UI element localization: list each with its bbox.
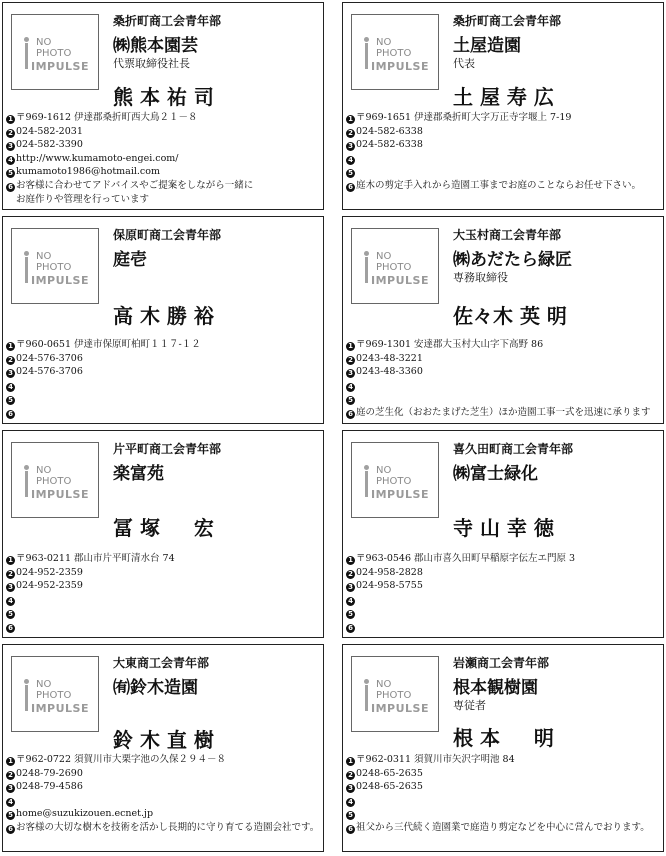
number-badge: 1 (346, 342, 355, 351)
contact-line (346, 165, 641, 179)
number-badge: 3 (346, 784, 355, 793)
person-name: 寺 山 幸 徳 (453, 516, 554, 540)
number-badge: 1 (6, 342, 15, 351)
contact-text: 0248-79-4586 (16, 781, 83, 793)
job-title: 専務取締役 (453, 271, 508, 284)
impulse-logo: IMPULSE (371, 702, 429, 715)
contact-text: 0243-48-3360 (356, 366, 423, 378)
number-badge: 4 (6, 156, 15, 165)
job-title: 代表 (453, 57, 475, 70)
number-badge: 1 (346, 115, 355, 124)
number-badge: 6 (346, 825, 355, 834)
association-name: 喜久田町商工会青年部 (453, 442, 574, 456)
logo-bar (25, 685, 28, 711)
impulse-logo: IMPULSE (31, 702, 89, 715)
logo-bar (365, 471, 368, 497)
contact-line (6, 579, 175, 593)
person-name: 佐々木 英 明 (453, 304, 567, 328)
number-badge: 2 (6, 570, 15, 579)
contact-line (346, 566, 575, 580)
person-name: 土 屋 寿 広 (453, 85, 554, 109)
business-card (2, 644, 324, 852)
logo-bar (365, 685, 368, 711)
number-badge: 4 (346, 383, 355, 392)
contact-text: 0248-65-2635 (356, 767, 423, 779)
association-name: 桑折町商工会青年部 (453, 14, 562, 28)
number-badge: 4 (346, 798, 355, 807)
contact-line (6, 111, 253, 125)
number-badge: 4 (346, 156, 355, 165)
contact-line (346, 552, 575, 566)
no-photo-placeholder (11, 228, 99, 304)
number-badge: 1 (346, 757, 355, 766)
contact-text: kumamoto1986@hotmail.com (16, 166, 160, 178)
company-name: 土屋造園 (453, 36, 521, 56)
contact-line (346, 138, 641, 152)
number-badge: 5 (6, 169, 15, 178)
description-continuation: お庭作りや管理を行っています (16, 193, 150, 205)
contact-lines (6, 111, 253, 206)
logo-dot (24, 251, 29, 256)
photo-label: PHOTO (376, 690, 412, 701)
impulse-logo: IMPULSE (371, 60, 429, 73)
contact-line (346, 593, 575, 607)
contact-text: 〒962-0311 須賀川市矢沢字明池 84 (356, 754, 515, 765)
contact-text: 024-582-6338 (356, 139, 423, 151)
number-badge: 5 (346, 396, 355, 405)
contact-line (6, 593, 175, 607)
number-badge: 1 (6, 115, 15, 124)
logo-bar (25, 43, 28, 69)
contact-line (346, 620, 575, 634)
logo-dot (364, 251, 369, 256)
impulse-logo: IMPULSE (371, 274, 429, 287)
logo-bar (365, 257, 368, 283)
photo-no-label: NO (36, 251, 52, 262)
person-name: 熊 本 祐 司 (113, 85, 214, 109)
number-badge: 1 (346, 556, 355, 565)
logo-dot (364, 465, 369, 470)
contact-text: 〒960-0651 伊達市保原町柏町１１７-１２ (16, 339, 201, 350)
contact-line (346, 179, 641, 193)
contact-line (346, 338, 651, 352)
contact-line (346, 365, 651, 379)
photo-no-label: NO (376, 251, 392, 262)
association-name: 岩瀬商工会青年部 (453, 656, 550, 670)
contact-lines (346, 111, 641, 193)
contact-line (6, 794, 319, 808)
contact-text: http://www.kumamoto-engei.com/ (16, 152, 179, 164)
contact-text: 〒963-0546 郡山市喜久田町早稲原字伝左エ門原 3 (356, 553, 576, 564)
business-card (2, 430, 324, 638)
contact-text: お客様に合わせてアドバイスやご提案をしながら一緒に (16, 179, 254, 191)
contact-lines (6, 338, 201, 420)
contact-text: 0243-48-3221 (356, 352, 423, 364)
logo-dot (24, 465, 29, 470)
business-card (342, 430, 664, 638)
contact-lines (6, 753, 319, 835)
number-badge: 4 (6, 597, 15, 606)
company-name: 庭壱 (113, 250, 147, 270)
photo-label: PHOTO (376, 48, 412, 59)
contact-line (6, 392, 201, 406)
photo-label: PHOTO (36, 262, 72, 273)
logo-bar (25, 257, 28, 283)
no-photo-placeholder (351, 14, 439, 90)
contact-text: 024-582-6338 (356, 125, 423, 137)
contact-text: 024-582-3390 (16, 139, 83, 151)
contact-line (6, 379, 201, 393)
business-card (2, 216, 324, 424)
contact-text: 024-952-2359 (16, 580, 83, 592)
number-badge: 5 (6, 610, 15, 619)
logo-dot (364, 37, 369, 42)
contact-line (6, 406, 201, 420)
contact-line (6, 620, 175, 634)
contact-text: 024-576-3706 (16, 366, 83, 378)
number-badge: 3 (346, 142, 355, 151)
contact-line (6, 767, 319, 781)
contact-line (6, 780, 319, 794)
contact-line (346, 780, 650, 794)
association-name: 片平町商工会青年部 (113, 442, 222, 456)
photo-no-label: NO (36, 37, 52, 48)
business-card (342, 2, 664, 210)
number-badge: 6 (6, 825, 15, 834)
company-name: ㈱熊本園芸 (113, 36, 198, 56)
photo-no-label: NO (376, 679, 392, 690)
photo-label: PHOTO (36, 476, 72, 487)
association-name: 大玉村商工会青年部 (453, 228, 562, 242)
number-badge: 5 (6, 396, 15, 405)
contact-line (346, 152, 641, 166)
number-badge: 4 (346, 597, 355, 606)
business-card (2, 2, 324, 210)
number-badge: 1 (6, 757, 15, 766)
person-name: 冨 塚 宏 (113, 516, 214, 540)
number-badge: 4 (6, 383, 15, 392)
contact-text: home@suzukizouen.ecnet.jp (16, 808, 154, 820)
no-photo-placeholder (11, 442, 99, 518)
contact-line (346, 406, 651, 420)
impulse-logo: IMPULSE (31, 274, 89, 287)
number-badge: 1 (6, 556, 15, 565)
photo-no-label: NO (376, 465, 392, 476)
number-badge: 5 (346, 811, 355, 820)
logo-bar (25, 471, 28, 497)
contact-text: 祖父から三代続く造園業で庭造り剪定などを中心に営んでおります。 (356, 821, 650, 833)
no-photo-placeholder (351, 442, 439, 518)
no-photo-placeholder (11, 656, 99, 732)
contact-line (6, 165, 253, 179)
contact-lines (346, 552, 575, 634)
number-badge: 6 (6, 183, 15, 192)
person-name: 高 木 勝 裕 (113, 304, 214, 328)
contact-text: お客様の大切な樹木を技術を活かし長期的に守り育てる造園会社です。 (16, 821, 320, 833)
number-badge: 3 (6, 784, 15, 793)
contact-line (346, 379, 651, 393)
contact-line (6, 753, 319, 767)
person-name: 鈴 木 直 樹 (113, 728, 214, 752)
contact-text: 〒969-1612 伊達郡桑折町西大鳥２１－８ (16, 112, 198, 123)
number-badge: 3 (6, 142, 15, 151)
contact-line (346, 794, 650, 808)
person-name: 根 本 明 (453, 726, 554, 750)
photo-no-label: NO (36, 679, 52, 690)
number-badge: 6 (346, 410, 355, 419)
number-badge: 3 (6, 369, 15, 378)
number-badge: 5 (6, 811, 15, 820)
contact-line (346, 125, 641, 139)
contact-line (6, 352, 201, 366)
photo-no-label: NO (36, 465, 52, 476)
contact-text: 庭木の剪定手入れから造園工事までお庭のことならお任せ下さい。 (356, 179, 642, 191)
company-name: ㈱富士緑化 (453, 464, 538, 484)
contact-text: 庭の芝生化（おおたまげた芝生）ほか造園工事一式を迅速に承ります (356, 406, 651, 418)
no-photo-placeholder (351, 656, 439, 732)
number-badge: 6 (346, 183, 355, 192)
contact-line (6, 552, 175, 566)
business-card (342, 644, 664, 852)
number-badge: 2 (346, 771, 355, 780)
contact-line (6, 138, 253, 152)
impulse-logo: IMPULSE (31, 60, 89, 73)
contact-line (346, 753, 650, 767)
contact-line (6, 566, 175, 580)
number-badge: 6 (346, 624, 355, 633)
company-name: ㈲鈴木造園 (113, 678, 198, 698)
association-name: 保原町商工会青年部 (113, 228, 222, 242)
number-badge: 5 (346, 169, 355, 178)
company-name: 楽富苑 (113, 464, 164, 484)
number-badge: 6 (6, 624, 15, 633)
contact-line (346, 767, 650, 781)
contact-text: 0248-79-2690 (16, 767, 83, 779)
contact-line (346, 392, 651, 406)
contact-lines (6, 552, 175, 634)
business-card (342, 216, 664, 424)
company-name: ㈱あだたら緑匠 (453, 250, 572, 270)
number-badge: 2 (346, 129, 355, 138)
contact-lines (346, 753, 650, 835)
logo-bar (365, 43, 368, 69)
contact-line (346, 111, 641, 125)
photo-label: PHOTO (376, 476, 412, 487)
contact-text: 〒969-1651 伊達郡桑折町大字万正寺字堰上 7-19 (356, 112, 572, 123)
no-photo-placeholder (11, 14, 99, 90)
contact-lines (346, 338, 651, 420)
contact-line (6, 807, 319, 821)
number-badge: 4 (6, 798, 15, 807)
job-title: 代票取締役社長 (113, 57, 190, 70)
number-badge: 2 (346, 570, 355, 579)
number-badge: 2 (6, 356, 15, 365)
number-badge: 3 (346, 369, 355, 378)
association-name: 桑折町商工会青年部 (113, 14, 222, 28)
job-title: 専従者 (453, 699, 486, 712)
number-badge: 2 (6, 129, 15, 138)
contact-line (346, 606, 575, 620)
number-badge: 2 (346, 356, 355, 365)
number-badge: 5 (346, 610, 355, 619)
contact-line (6, 338, 201, 352)
number-badge: 6 (6, 410, 15, 419)
contact-text: 024-958-2828 (356, 566, 423, 578)
photo-label: PHOTO (36, 690, 72, 701)
number-badge: 3 (6, 583, 15, 592)
logo-dot (24, 37, 29, 42)
logo-dot (364, 679, 369, 684)
contact-line (6, 606, 175, 620)
photo-label: PHOTO (36, 48, 72, 59)
impulse-logo: IMPULSE (371, 488, 429, 501)
contact-text: 〒963-0211 郡山市片平町清水台 74 (16, 553, 175, 564)
contact-line (346, 352, 651, 366)
contact-line (6, 821, 319, 835)
impulse-logo: IMPULSE (31, 488, 89, 501)
contact-text: 024-958-5755 (356, 580, 423, 592)
contact-line (6, 152, 253, 166)
photo-label: PHOTO (376, 262, 412, 273)
contact-line (6, 179, 253, 193)
association-name: 大東商工会青年部 (113, 656, 210, 670)
contact-text: 024-576-3706 (16, 352, 83, 364)
contact-line (346, 821, 650, 835)
contact-line (346, 579, 575, 593)
no-photo-placeholder (351, 228, 439, 304)
number-badge: 2 (6, 771, 15, 780)
contact-text: 〒962-0722 須賀川市大栗字池の久保２９４－８ (16, 754, 227, 765)
logo-dot (24, 679, 29, 684)
contact-line (6, 365, 201, 379)
company-name: 根本観樹園 (453, 678, 538, 698)
number-badge: 3 (346, 583, 355, 592)
contact-text: 024-582-2031 (16, 125, 83, 137)
photo-no-label: NO (376, 37, 392, 48)
contact-line (346, 807, 650, 821)
contact-line (6, 125, 253, 139)
contact-text: 024-952-2359 (16, 566, 83, 578)
contact-text: 0248-65-2635 (356, 781, 423, 793)
contact-text: 〒969-1301 安達郡大玉村大山字下高野 86 (356, 339, 544, 350)
